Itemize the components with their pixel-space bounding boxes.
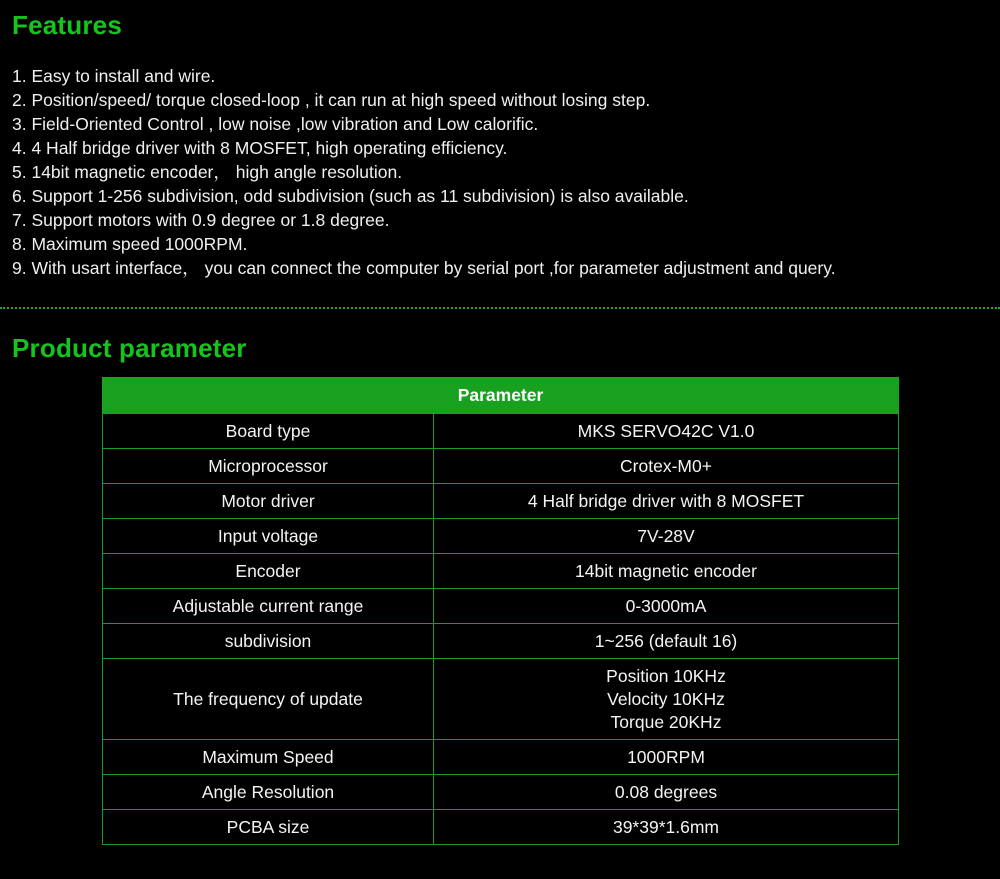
param-value-line: 7V-28V bbox=[637, 525, 695, 546]
param-value-line: 39*39*1.6mm bbox=[612, 816, 720, 837]
param-value-line: Position 10KHz bbox=[606, 665, 726, 686]
feature-item: 6. Support 1-256 subdivision, odd subdivision (such as 11 subdivision) is also available. bbox=[12, 186, 689, 206]
param-value bbox=[434, 775, 899, 810]
param-name: Motor driver bbox=[103, 484, 434, 519]
param-value-line: MKS SERVO42C V1.0 bbox=[577, 420, 755, 441]
product-parameter-title: Product parameter bbox=[12, 333, 247, 363]
table-row bbox=[103, 624, 899, 659]
feature-item: 3. Field-Oriented Control , low noise ,low vibration and Low calorific. bbox=[12, 114, 539, 134]
param-name: subdivision bbox=[103, 624, 434, 659]
table-body bbox=[103, 414, 899, 845]
table-header: Parameter bbox=[103, 378, 899, 414]
param-name: The frequency of update bbox=[103, 659, 434, 740]
features-list bbox=[12, 64, 836, 280]
table-row bbox=[103, 659, 899, 740]
table-row bbox=[103, 519, 899, 554]
param-value-line: Velocity 10KHz bbox=[607, 688, 725, 709]
param-name: Adjustable current range bbox=[103, 589, 434, 624]
features-title: Features bbox=[12, 10, 122, 40]
table-row bbox=[103, 589, 899, 624]
param-value-line: 0-3000mA bbox=[625, 595, 707, 616]
param-name: Input voltage bbox=[103, 519, 434, 554]
feature-item: 4. 4 Half bridge driver with 8 MOSFET, high operating efficiency. bbox=[12, 138, 508, 158]
param-value bbox=[434, 589, 899, 624]
table-row bbox=[103, 740, 899, 775]
param-value bbox=[434, 624, 899, 659]
param-name: Microprocessor bbox=[103, 449, 434, 484]
feature-item: 9. With usart interface， you can connect the computer by serial port ,for parameter adjustment and query. bbox=[12, 258, 836, 278]
feature-item: 2. Position/speed/ torque closed-loop , it can run at high speed without losing step. bbox=[12, 90, 651, 110]
table-row bbox=[103, 554, 899, 589]
table-row bbox=[103, 775, 899, 810]
feature-item: 1. Easy to install and wire. bbox=[12, 66, 216, 86]
param-value bbox=[434, 659, 899, 740]
table-row bbox=[103, 810, 899, 845]
param-value bbox=[434, 810, 899, 845]
table-row bbox=[103, 449, 899, 484]
param-value-line: Crotex-M0+ bbox=[620, 455, 712, 476]
param-name: Encoder bbox=[103, 554, 434, 589]
param-value-line: 1000RPM bbox=[627, 746, 705, 767]
param-name: Board type bbox=[103, 414, 434, 449]
param-value-line: Torque 20KHz bbox=[610, 711, 722, 732]
param-value bbox=[434, 414, 899, 449]
table-row bbox=[103, 484, 899, 519]
param-value bbox=[434, 484, 899, 519]
param-value-line: 4 Half bridge driver with 8 MOSFET bbox=[527, 490, 805, 511]
param-value bbox=[434, 554, 899, 589]
feature-item: 8. Maximum speed 1000RPM. bbox=[12, 234, 248, 254]
param-value-line: 0.08 degrees bbox=[614, 781, 718, 802]
param-name: PCBA size bbox=[103, 810, 434, 845]
feature-item: 7. Support motors with 0.9 degree or 1.8 degree. bbox=[12, 210, 390, 230]
param-value-line: 1~256 (default 16) bbox=[594, 630, 738, 651]
param-value-line: 14bit magnetic encoder bbox=[575, 560, 757, 581]
table-row bbox=[103, 414, 899, 449]
param-value bbox=[434, 449, 899, 484]
param-name: Angle Resolution bbox=[103, 775, 434, 810]
param-value bbox=[434, 519, 899, 554]
section-divider bbox=[0, 307, 1000, 309]
feature-item: 5. 14bit magnetic encoder， high angle resolution. bbox=[12, 162, 403, 182]
table-header-row bbox=[103, 378, 899, 414]
parameter-table bbox=[102, 377, 899, 845]
param-name: Maximum Speed bbox=[103, 740, 434, 775]
param-value bbox=[434, 740, 899, 775]
